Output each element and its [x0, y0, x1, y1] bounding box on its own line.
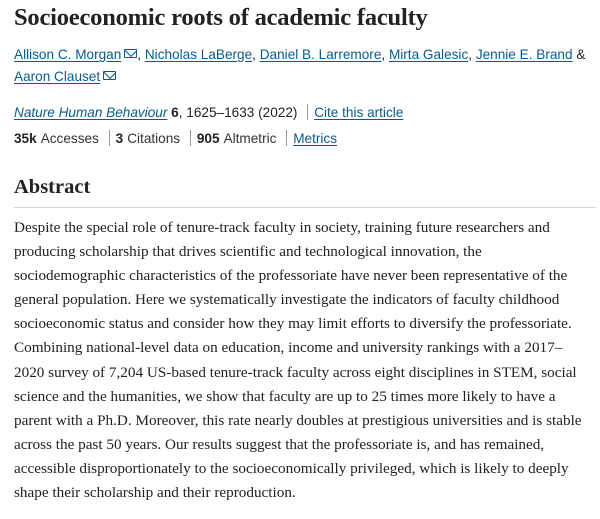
- author-link-galesic[interactable]: Mirta Galesic: [388, 47, 469, 62]
- abstract-line: Combining national-level data on education, income and university rankings with a 2017–: [14, 339, 563, 357]
- abstract-line: sociodemographic characteristics of the professoriate have never been representative of the: [14, 267, 568, 285]
- abstract-line: across the past 50 years. Our results suggest that the professoriate is, and has remained,: [14, 435, 545, 453]
- mail-icon[interactable]: [103, 71, 116, 80]
- author-separator: ,: [137, 47, 142, 62]
- metrics-link[interactable]: Metrics: [293, 131, 338, 146]
- altmetric-score: 905: [196, 131, 220, 146]
- abstract-line: accessible disproportionately to the socioeconomically privileged, which is likely to deeply: [14, 459, 569, 477]
- volume-number: 6: [171, 105, 179, 120]
- divider: [109, 130, 110, 146]
- author-separator: ,: [468, 47, 473, 62]
- divider: [190, 130, 191, 146]
- pages-year: , 1625–1633 (2022): [178, 105, 298, 120]
- author-list: [14, 44, 589, 88]
- citations-label: Citations: [127, 131, 181, 146]
- mail-icon[interactable]: [124, 49, 137, 58]
- journal-link[interactable]: Nature Human Behaviour: [14, 105, 168, 120]
- divider: [286, 130, 287, 146]
- cite-article-link[interactable]: Cite this article: [314, 105, 404, 120]
- accesses-count: 35k: [14, 131, 37, 146]
- abstract-line: socioeconomic status and consider how they may limit efforts to diversify the professoriate.: [14, 315, 572, 333]
- abstract-line: 2020 survey of 7,204 US-based tenure-track faculty across eight disciplines in STEM, social: [14, 363, 577, 381]
- author-link-brand[interactable]: Jennie E. Brand: [475, 47, 573, 62]
- abstract-line: general population. Here we systematically investigate the indicators of faculty childhood: [14, 291, 560, 309]
- divider: [307, 104, 308, 120]
- author-joiner: &: [576, 47, 586, 62]
- altmetric-label: Altmetric: [223, 131, 277, 146]
- citations-count: 3: [115, 131, 124, 146]
- author-separator: ,: [381, 47, 386, 62]
- abstract-text: [14, 216, 592, 505]
- abstract-heading: Abstract: [14, 176, 91, 198]
- abstract-line: science and the humanities, we show that faculty are up to 25 times more likely to have a: [14, 387, 556, 405]
- abstract-line: Despite the special role of tenure-track faculty in society, training future researchers and: [14, 219, 550, 236]
- author-link-clauset[interactable]: Aaron Clauset: [14, 69, 101, 84]
- abstract-line: parent with a Ph.D. Moreover, this rate nearly doubles at prestigious universities and is stable: [14, 411, 582, 429]
- abstract-line: producing scholarship that drives scientific and technological innovation, the: [14, 243, 482, 261]
- article-metrics: [14, 130, 337, 146]
- author-link-laberge[interactable]: Nicholas LaBerge: [144, 47, 253, 62]
- author-link-morgan[interactable]: Allison C. Morgan: [14, 47, 122, 62]
- article-title: Socioeconomic roots of academic faculty: [14, 4, 428, 31]
- author-link-larremore[interactable]: Daniel B. Larremore: [259, 47, 382, 62]
- author-separator: ,: [252, 47, 256, 62]
- publication-info: [14, 104, 403, 120]
- section-divider: [14, 207, 596, 208]
- accesses-label: Accesses: [40, 131, 99, 146]
- abstract-line: shape their scholarship and their reproduction.: [14, 484, 296, 502]
